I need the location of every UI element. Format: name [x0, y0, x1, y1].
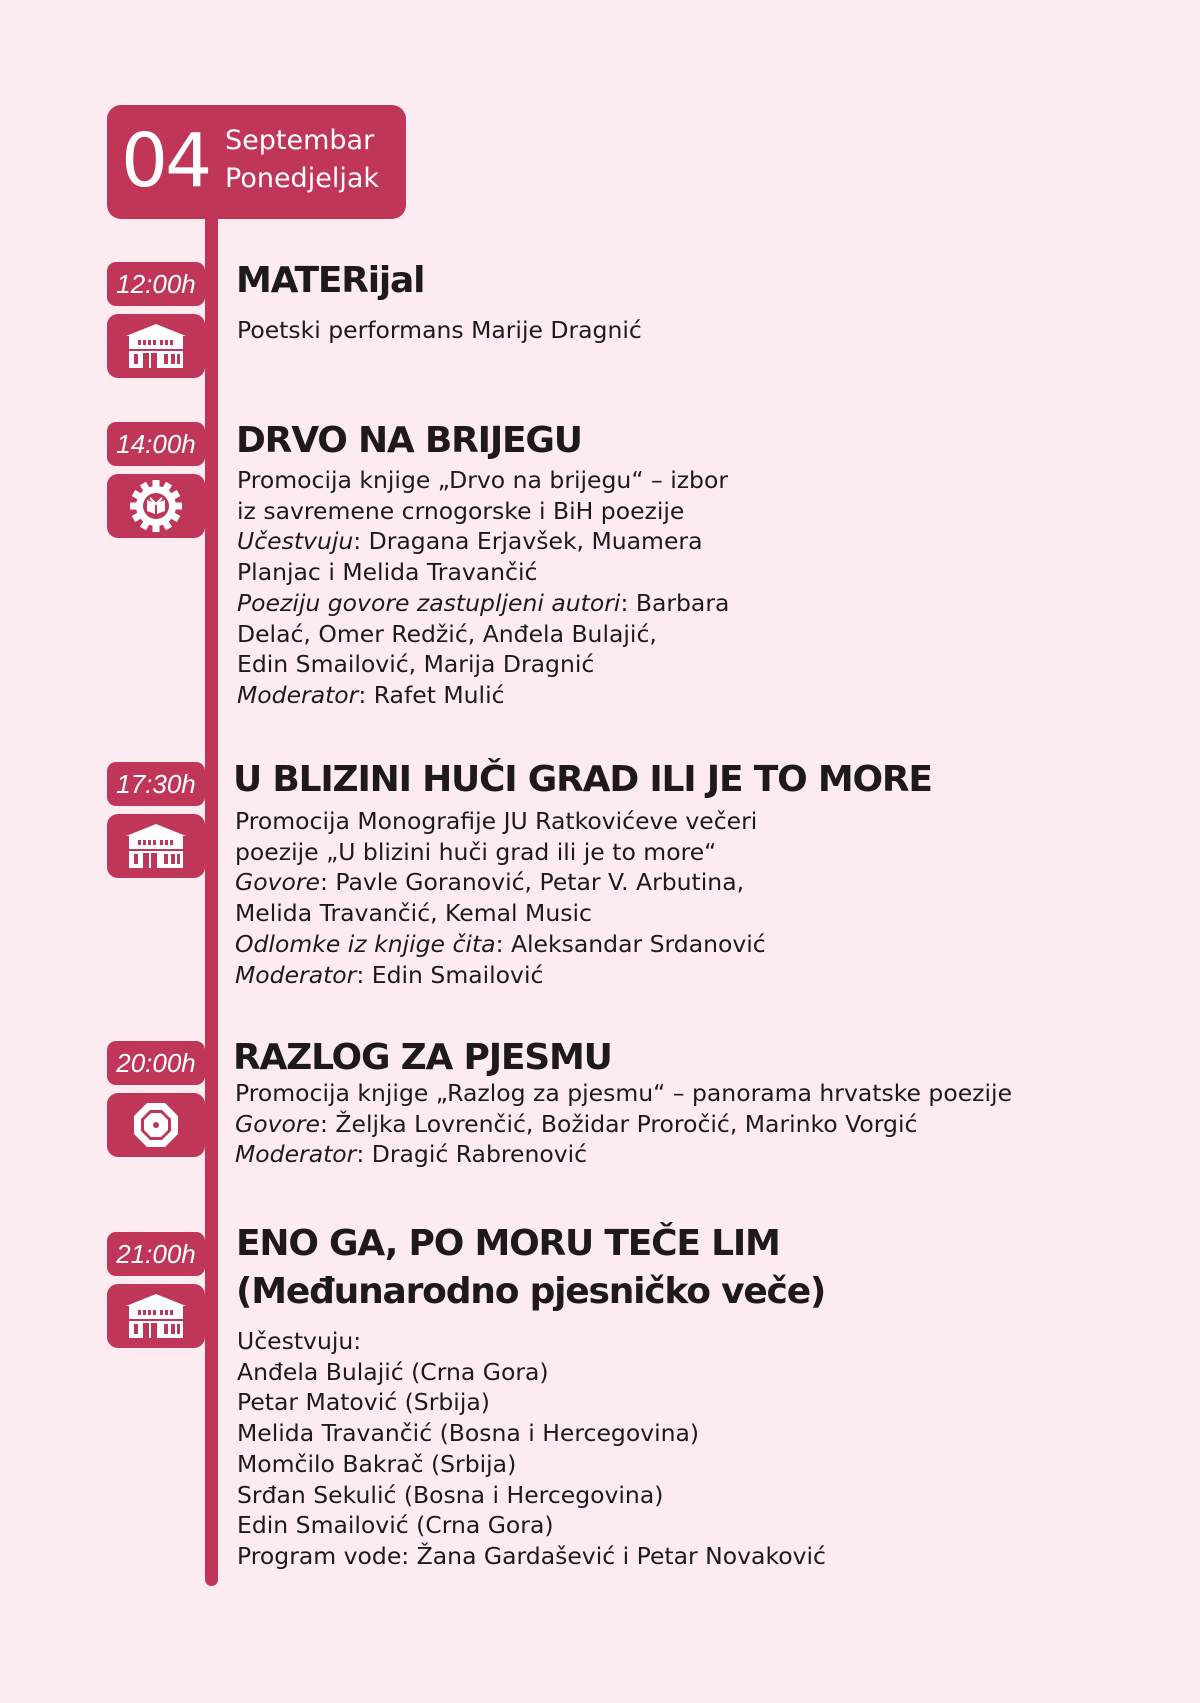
building-icon [107, 314, 205, 378]
date-month: Septembar [225, 125, 375, 156]
octagon-target-icon [107, 1093, 205, 1157]
description-line [237, 1449, 826, 1480]
venue-badge [107, 314, 205, 378]
description-text: : Pavle Goranović, Petar V. Arbutina, [320, 868, 745, 897]
description-line [235, 929, 766, 960]
description-text: : Barbara [620, 588, 730, 617]
event-title: ENO GA, PO MORU TEČE LIM [236, 1223, 780, 1264]
event-title: MATERijal [236, 260, 425, 301]
event-description [237, 1326, 826, 1572]
description-line [235, 867, 766, 898]
description-text: Promocija knjige „Drvo na brijegu“ – izbor [237, 466, 729, 494]
event-description [237, 465, 729, 711]
description-line [237, 1418, 826, 1449]
description-line [237, 588, 729, 619]
description-label: Moderator [235, 960, 357, 989]
description-line [237, 619, 729, 650]
description-text: : Aleksandar Srdanović [495, 929, 766, 958]
date-day: 04 [121, 118, 210, 204]
gear-book-icon [107, 474, 205, 538]
description-text: Program vode: Žana Gardašević i Petar Novaković [237, 1541, 826, 1570]
description-line [235, 837, 766, 868]
timeline-line [205, 210, 218, 1586]
description-line [237, 1480, 826, 1511]
event-subtitle: (Međunarodno pjesničko veče) [236, 1271, 826, 1312]
description-text: : Dragana Erjavšek, Muamera [353, 527, 703, 556]
description-text: Melida Travančić, Kemal Music [235, 899, 592, 928]
description-text: Melida Travančić (Bosna i Hercegovina) [237, 1419, 700, 1448]
description-text: Delać, Omer Redžić, Anđela Bulajić, [237, 619, 657, 648]
description-line [237, 680, 729, 711]
description-line [237, 1387, 826, 1418]
description-text: : Edin Smailović [356, 960, 544, 989]
description-label: Govore [235, 1109, 320, 1138]
description-text: poezije „U blizini huči grad ili je to more“ [235, 837, 717, 866]
event-description [237, 315, 642, 346]
description-text: Edin Smailović (Crna Gora) [237, 1511, 554, 1540]
description-line [235, 1139, 1012, 1170]
description-line [237, 1326, 826, 1357]
description-text: Anđela Bulajić (Crna Gora) [237, 1357, 549, 1386]
description-line [237, 315, 642, 346]
date-header [107, 105, 406, 219]
description-text: Momčilo Bakrač (Srbija) [237, 1449, 517, 1478]
description-line [235, 1109, 1012, 1140]
event-title: DRVO NA BRIJEGU [236, 420, 582, 461]
time-badge: 20:00h [107, 1041, 205, 1085]
time-badge: 17:30h [107, 762, 205, 806]
description-line [235, 806, 766, 837]
description-text: Poetski performans Marije Dragnić [237, 316, 642, 344]
time-badge: 21:00h [107, 1232, 205, 1276]
building-icon [107, 1284, 205, 1348]
building-icon [107, 814, 205, 878]
description-text: : Željka Lovrenčić, Božidar Proročić, Marinko Vorgić [320, 1109, 918, 1138]
description-line [237, 1357, 826, 1388]
event-title: RAZLOG ZA PJESMU [233, 1037, 612, 1078]
description-line [237, 465, 729, 496]
event-title: U BLIZINI HUČI GRAD ILI JE TO MORE [233, 759, 932, 800]
description-line [235, 960, 766, 991]
venue-badge [107, 1284, 205, 1348]
description-text: Planjac i Melida Travančić [237, 558, 538, 587]
description-line [237, 496, 729, 527]
time-badge: 12:00h [107, 262, 205, 306]
description-line [235, 898, 766, 929]
time-badge: 14:00h [107, 422, 205, 466]
description-label: Govore [235, 868, 320, 897]
venue-badge [107, 474, 205, 538]
description-text: : Rafet Mulić [358, 680, 505, 709]
date-weekday: Ponedjeljak [225, 163, 379, 194]
description-text: Petar Matović (Srbija) [237, 1388, 490, 1417]
description-line [237, 1541, 826, 1572]
description-text: Učestvuju: [237, 1327, 362, 1355]
description-label: Odlomke iz knjige čita [235, 929, 496, 958]
description-line [235, 1078, 1012, 1109]
venue-badge [107, 1093, 205, 1157]
description-label: Poeziju govore zastupljeni autori [237, 588, 621, 617]
description-text: Promocija knjige „Razlog za pjesmu“ – panorama hrvatske poezije [235, 1079, 1013, 1107]
description-text: : Dragić Rabrenović [356, 1140, 588, 1169]
description-line [237, 526, 729, 557]
event-description [235, 806, 766, 990]
description-label: Učestvuju [237, 527, 354, 556]
description-text: Promocija Monografije JU Ratkovićeve večeri [235, 807, 758, 835]
description-text: Edin Smailović, Marija Dragnić [237, 650, 595, 679]
venue-badge [107, 814, 205, 878]
description-label: Moderator [237, 680, 359, 709]
description-line [237, 557, 729, 588]
description-label: Moderator [235, 1140, 357, 1169]
description-text: iz savremene crnogorske i BiH poezije [237, 496, 685, 525]
description-line [237, 1510, 826, 1541]
description-text: Srđan Sekulić (Bosna i Hercegovina) [237, 1480, 664, 1509]
event-description [235, 1078, 1012, 1170]
description-line [237, 649, 729, 680]
